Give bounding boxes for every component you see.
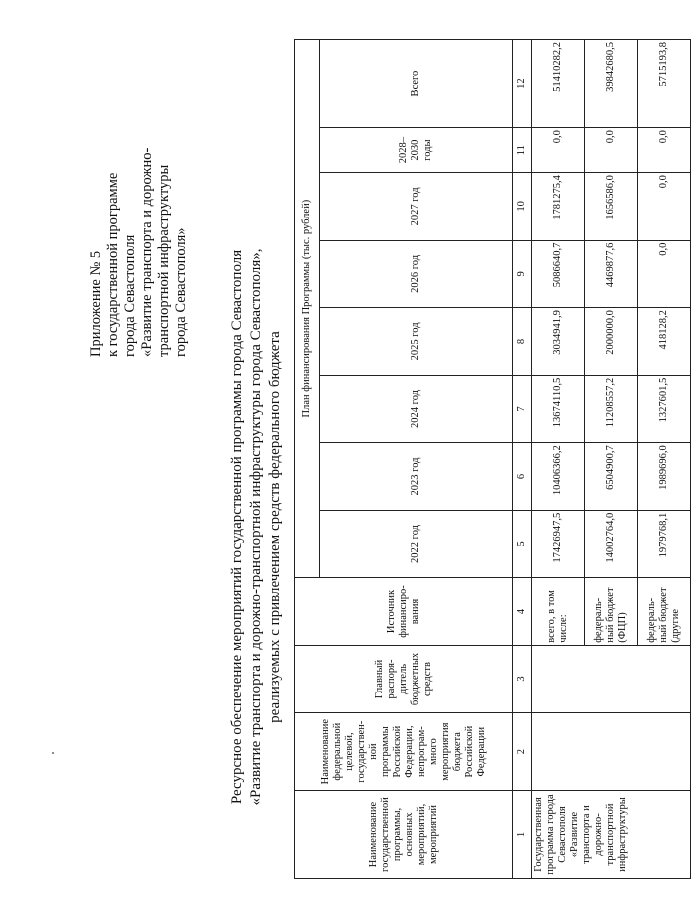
value-cell: 0,0 — [532, 128, 585, 173]
value-cell: 13674110,5 — [532, 375, 585, 443]
value-cell: 2000000,0 — [585, 308, 638, 376]
header-year: 2028–2030 годы — [320, 128, 513, 173]
appendix-line: к государственной программе — [105, 172, 121, 357]
appendix-line: «Развитие транспорта и дорожно- — [139, 147, 155, 357]
column-number: 12 — [513, 40, 532, 128]
column-number: 10 — [513, 173, 532, 241]
column-number: 3 — [513, 645, 532, 713]
header-year: 2025 год — [320, 308, 513, 376]
column-number: 9 — [513, 240, 532, 308]
value-cell: 1989696,0 — [638, 443, 691, 511]
funding-source-cell: федераль- ный бюджет (другие — [638, 578, 691, 646]
title-line: Ресурсное обеспечение мероприятий государственной программы города Севастополя — [229, 249, 245, 805]
appendix-line: города Севастополя» — [173, 227, 189, 357]
value-cell: 17426947,5 — [532, 510, 585, 578]
value-cell: 0,0 — [638, 173, 691, 241]
value-cell: 6504900,7 — [585, 443, 638, 511]
value-cell: 418128,2 — [638, 308, 691, 376]
scan-speck — [52, 752, 54, 754]
value-cell: 1781275,4 — [532, 173, 585, 241]
value-cell: 0,0 — [638, 240, 691, 308]
column-number: 1 — [513, 791, 532, 879]
title-line: реализуемых с привлечением средств федерального бюджета — [267, 331, 283, 723]
header-federal-program: Наименование федеральной целевой, государствен- ной программы Российской Федерации, непрограм- много мероприятия бюджета Российской Федерации — [295, 713, 513, 791]
value-cell: 3034941,9 — [532, 308, 585, 376]
title-line: «Развитие транспорта и дорожно-транспортной инфраструктуры города Севастополя», — [248, 248, 264, 806]
appendix-block — [88, 57, 190, 357]
header-program-name: Наименование государственной программы, основных мероприятий, мероприятий — [295, 791, 513, 879]
appendix-line: Приложение № 5 — [88, 250, 104, 357]
header-year: 2026 год — [320, 240, 513, 308]
column-number: 5 — [513, 510, 532, 578]
column-number: 7 — [513, 375, 532, 443]
header-budget-manager: Главный распоря- дитель бюджетных средств — [295, 645, 513, 713]
column-number: 4 — [513, 578, 532, 646]
column-number: 8 — [513, 308, 532, 376]
total-cell: 5715193,8 — [638, 40, 691, 128]
value-cell: 1327601,5 — [638, 375, 691, 443]
value-cell: 5086640,7 — [532, 240, 585, 308]
total-cell: 51410282,2 — [532, 40, 585, 128]
header-financing-plan: План финансирования Программы (тыс. рублей) — [295, 40, 320, 578]
value-cell: 4469877,6 — [585, 240, 638, 308]
header-year: 2027 год — [320, 173, 513, 241]
header-year: 2024 год — [320, 375, 513, 443]
value-cell: 1979768,1 — [638, 510, 691, 578]
header-year: 2023 год — [320, 443, 513, 511]
value-cell: 0,0 — [585, 128, 638, 173]
funding-source-cell: федераль- ный бюджет (ФЦП) — [585, 578, 638, 646]
financing-table — [294, 39, 691, 879]
value-cell: 11208557,2 — [585, 375, 638, 443]
value-cell: 1656586,0 — [585, 173, 638, 241]
header-year: 2022 год — [320, 510, 513, 578]
value-cell: 14002764,0 — [585, 510, 638, 578]
header-funding-source: Источник финансиро- вания — [295, 578, 513, 646]
program-name-cell: Государственная программа города Севастополя «Развитие транспорта и дорожно- транспортной инфраструктуры — [532, 791, 691, 879]
budget-manager-cell — [532, 645, 691, 713]
document-title — [228, 217, 285, 837]
column-number: 6 — [513, 443, 532, 511]
federal-program-cell — [532, 713, 691, 791]
funding-source-cell: всего, в том числе: — [532, 578, 585, 646]
value-cell: 0,0 — [638, 128, 691, 173]
value-cell: 10406366,2 — [532, 443, 585, 511]
column-number: 11 — [513, 128, 532, 173]
column-number: 2 — [513, 713, 532, 791]
header-total: Всего — [320, 40, 513, 128]
total-cell: 39842680,5 — [585, 40, 638, 128]
appendix-line: транспортной инфраструктуры — [156, 164, 172, 357]
appendix-line: города Севастополя — [122, 234, 138, 357]
